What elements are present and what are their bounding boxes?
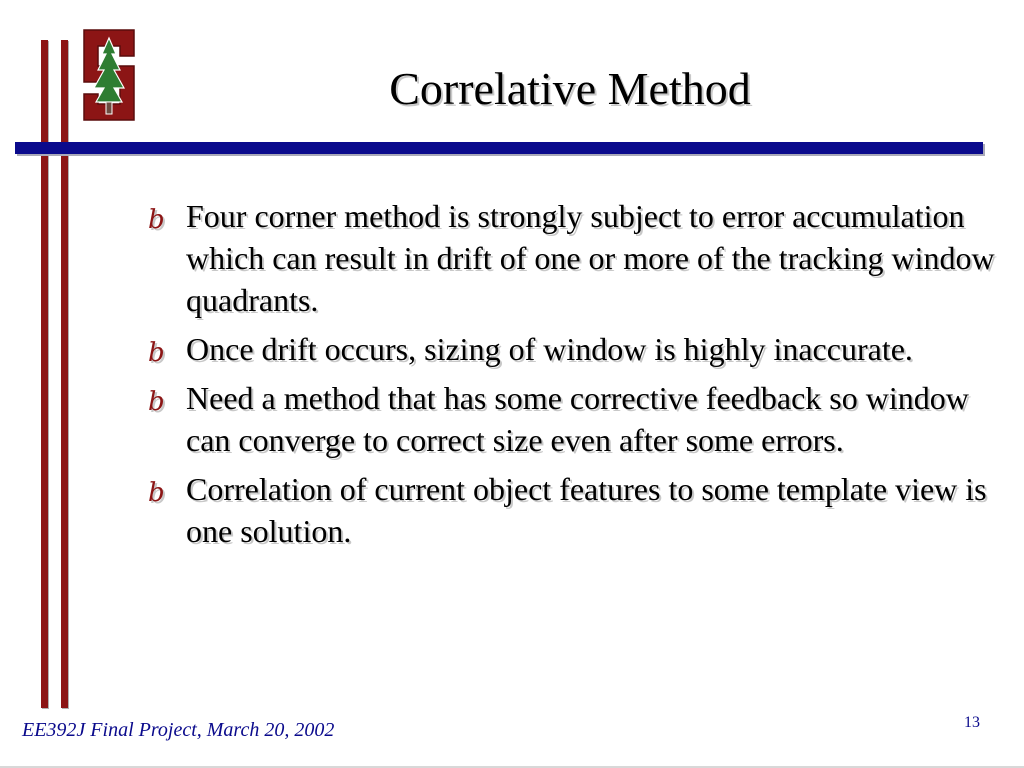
bullet-item bbox=[148, 195, 998, 321]
bullet-icon: b bbox=[148, 205, 165, 235]
right-vertical-bar bbox=[61, 40, 68, 708]
title-divider bbox=[15, 142, 983, 154]
slide-footer: EE392J Final Project, March 20, 2002 bbox=[22, 719, 335, 741]
bullet-item bbox=[148, 328, 998, 370]
bullet-text: Need a method that has some corrective feedback so window can converge to correct size even after some errors. bbox=[186, 380, 969, 458]
bullet-text: Four corner method is strongly subject to error accumulation which can result in drift of one or more of the tracking window quadrants. bbox=[186, 198, 995, 318]
bullet-icon: b bbox=[148, 478, 165, 508]
bullet-text: Correlation of current object features to some template view is one solution. bbox=[186, 471, 987, 549]
bullet-icon: b bbox=[148, 338, 165, 368]
bullet-item bbox=[148, 377, 998, 461]
bullet-icon: b bbox=[148, 387, 165, 417]
left-vertical-bar bbox=[41, 40, 48, 708]
page-number: 13 bbox=[964, 714, 980, 731]
bullet-list bbox=[148, 195, 998, 559]
slide-title: Correlative Method bbox=[389, 63, 751, 114]
stanford-logo-icon bbox=[76, 26, 142, 124]
bullet-item bbox=[148, 468, 998, 552]
bullet-text: Once drift occurs, sizing of window is highly inaccurate. bbox=[186, 331, 913, 367]
